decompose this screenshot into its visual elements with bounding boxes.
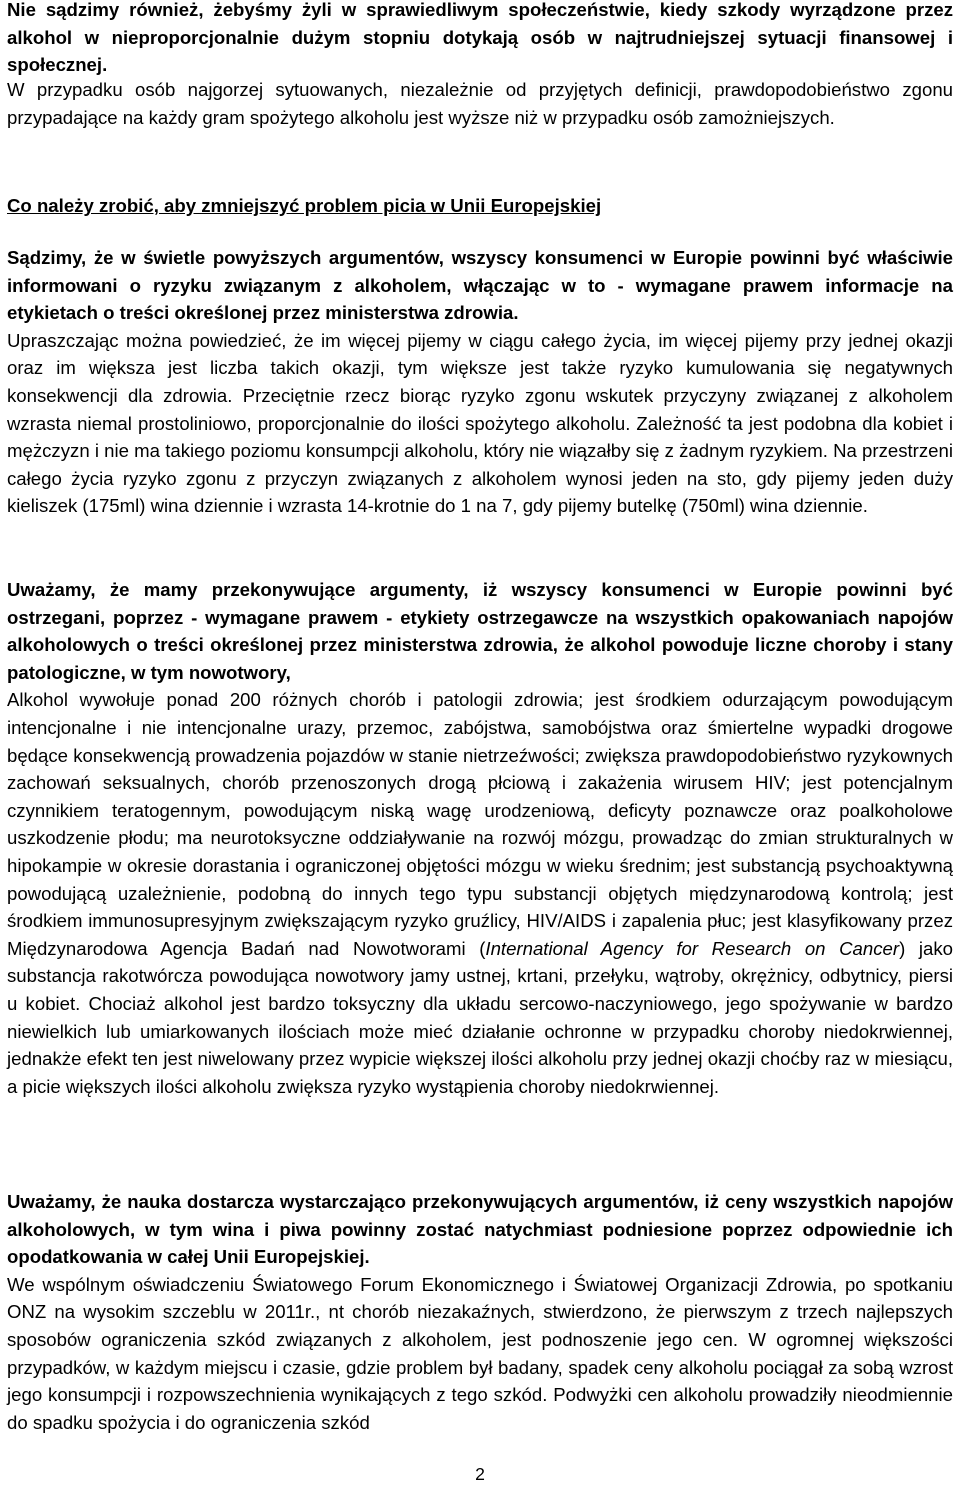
section-heading-block [7,192,953,220]
section-3 [7,1188,953,1436]
section-2-text-part-1: Alkohol wywołuje ponad 200 różnych chorób i patologii zdrowia; jest środkiem odurzającym powodującym intencjonalne i nie intencjonalne urazy, przemoc, zabójstwa, samobójstwa oraz śmiertelne wypadki drogowe będące konsekwencją prowadzenia pojazdów w stanie nietrzeźwości; zwiększa prawdopodobieństwo ryzykownych zachowań seksualnych, chorób przenoszonych drogą płciową i zakażenia wirusem HIV; jest potencjalnym czynnikiem teratogennym, powodującym niską wagę urodzeniową, deficyty poznawcze oraz poalkoholowe uszkodzenie płodu; ma neurotoksyczne oddziaływanie na rozwój mózgu, prowadząc do zmian strukturalnych w hipokampie w okresie dorastania i ograniczonej objętości mózgu w wieku średnim; jest substancją psychoaktywną powodującą uzależnienie, podobną do innych tego typu substancji objętych międzynarodową kontrolą; jest środkiem immunosupresyjnym zwiększającym ryzyko gruźlicy, HIV/AIDS i zapalenia płuc; jest klasyfikowany przez Międzynarodowa Agencja Badań nad Nowotworami ( [7,689,953,959]
intro-paragraph: W przypadku osób najgorzej sytuowanych, niezależnie od przyjętych definicji, prawdopodobieństwo zgonu przypadające na każdy gram spożytego alkoholu jest wyższe niż w przypadku osób zamożniejszych. [7,79,953,128]
section-2-italic-agency-name: International Agency for Research on Cancer [485,937,900,959]
section-1-paragraph: Upraszczając można powiedzieć, że im więcej pijemy w ciągu całego życia, im więcej pijemy przy jednej okazji oraz im większa jest liczba takich okazji, tym większe jest także ryzyko kumulowania się negatywnych konsekwencji dla zdrowia. Przeciętnie rzecz biorąc ryzyko zgonu wskutek przyczyny związanej z alkoholem wzrasta niemal prostoliniowo, proporcjonalnie do ilości spożytego alkoholu. Zależność ta jest podobna dla kobiet i mężczyzn i nie ma takiego poziomu konsumpcji alkoholu, który nie wiązałby się z żadnym ryzykiem. Na przestrzeni całego życia ryzyko zgonu z przyczyn związanych z alkoholem wynosi jeden na sto, gdy pijemy jeden duży kieliszek (175ml) wina dziennie i wzrasta 14-krotnie do 1 na 7, gdy pijemy butelkę (750ml) wina dziennie. [7,329,953,517]
intro-text-block [7,76,953,131]
section-3-bold-paragraph: Uważamy, że nauka dostarcza wystarczająco przekonywujących argumentów, iż ceny wszystkich napojów alkoholowych, w tym wina i piwa powinny zostać natychmiast podniesione poprzez odpowiednie ich opodatkowania w całej Unii Europejskiej. [7,1191,953,1268]
section-1 [7,244,953,520]
section-2-bold-paragraph: Uważamy, że mamy przekonywujące argumenty, iż wszyscy konsumenci w Europie powinni być ostrzegani, poprzez - wymagane prawem - etykiety ostrzegawcze na wszystkich opakowaniach napojów alkoholowych o treści określonej przez ministerstwa zdrowia, że alkohol powoduje liczne choroby i stany patologiczne, w tym nowotwory, [7,579,953,683]
section-2-text-part-2: ) jako substancja rakotwórcza powodująca nowotwory jamy ustnej, krtani, przełyku, wątroby, okrężnicy, odbytnicy, piersi u kobiet. Chociaż alkohol jest bardzo toksyczny dla układu sercowo-naczyniowego, jego spożywanie w bardzo niewielkich lub umiarkowanych ilościach może mieć działanie ochronne w przypadku choroby niedokrwiennej, jednakże efekt ten jest niwelowany przez wypicie większej ilości alkoholu przy jednej okazji choćby raz w miesiącu, a picie większych ilości alkoholu zwiększa ryzyko wystąpienia choroby niedokrwiennej. [7,937,953,1097]
section-2 [7,576,953,1100]
section-heading: Co należy zrobić, aby zmniejszyć problem picia w Unii Europejskiej [7,195,602,216]
section-2-paragraph [7,686,953,1100]
section-3-paragraph: We wspólnym oświadczeniu Światowego Forum Ekonomicznego i Światowej Organizacji Zdrowia, po spotkaniu ONZ na wysokim szczeblu w 2011r., nt chorób niezakaźnych, stwierdzono, że pierwszym z trzech najlepszych sposobów ograniczenia szkód związanych z alkoholem, jest podnoszenie jego cen. W ogromnej większości przypadków, w każdym miejscu i czasie, gdzie problem był badany, spadek ceny alkoholu pociągał za sobą wzrost jego konsumpcji i rozpowszechnienia wynikających z tego szkód. Podwyżki cen alkoholu prowadziły nieodmiennie do spadku spożycia i do ograniczenia szkód [7,1273,953,1433]
intro-bold-paragraph: Nie sądzimy również, żebyśmy żyli w sprawiedliwym społeczeństwie, kiedy szkody wyrządzone przez alkohol w nieproporcjonalnie dużym stopniu dotykają osób w najtrudniejszej sytuacji finansowej i społecznej. [7,0,953,76]
page-number: 2 [475,1464,485,1484]
intro-block [7,0,953,79]
section-1-bold-paragraph: Sądzimy, że w świetle powyższych argumentów, wszyscy konsumenci w Europie powinni być właściwie informowani o ryzyku związanym z alkoholem, włączając w to - wymagane prawem informacje na etykietach o treści określonej przez ministerstwa zdrowia. [7,247,953,324]
